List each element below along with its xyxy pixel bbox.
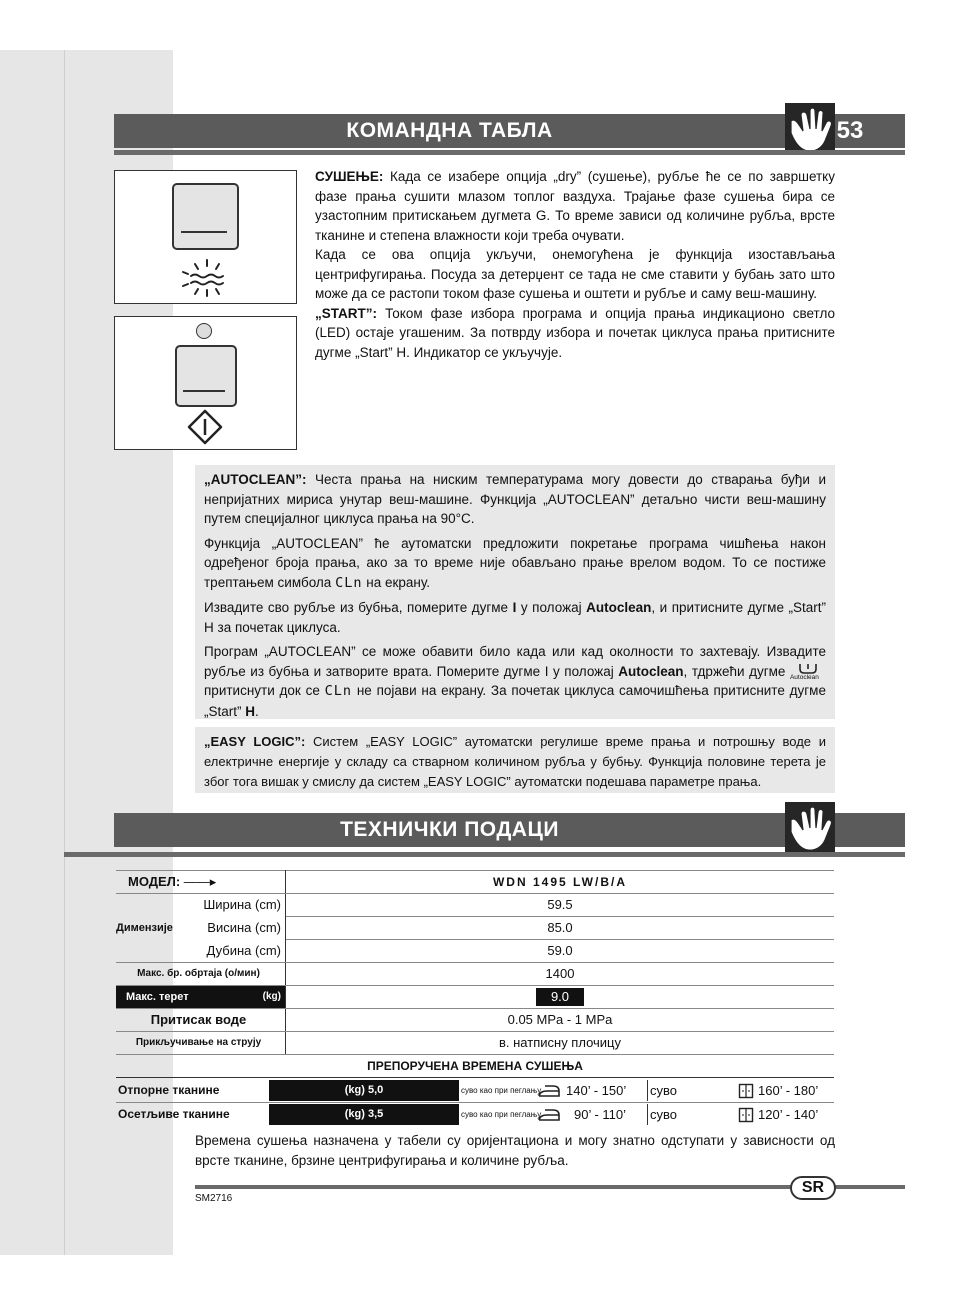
- fabric-label: Отпорне тканине: [118, 1083, 220, 1097]
- width-label: Ширина (cm): [116, 894, 286, 917]
- margin-divider: [64, 50, 65, 1255]
- autoclean-text-4c: притиснути док се: [204, 683, 320, 698]
- autoclean-text-2b: на екрану.: [366, 574, 430, 590]
- autoclean-heading: „AUTOCLEAN”:: [204, 472, 307, 487]
- table-row: [116, 1009, 834, 1032]
- dry-button-illustration: [114, 170, 297, 304]
- table-row: [116, 940, 834, 963]
- autoclean-button-icon: [790, 663, 826, 681]
- easylogic-heading: „EASY LOGIC”:: [204, 734, 306, 749]
- height-value: 85.0: [286, 917, 835, 940]
- led-indicator: [196, 323, 212, 339]
- power-value: в. натписну плочицу: [286, 1032, 835, 1055]
- rpm-value: 1400: [286, 963, 835, 986]
- page-number-box: [835, 114, 905, 148]
- iron-icon: [537, 1083, 561, 1099]
- table-row: [116, 1055, 834, 1078]
- section-rule-2: [64, 852, 905, 857]
- load-label: Макс. терет: [126, 991, 189, 1003]
- load-cell: (kg) 3,5: [269, 1104, 459, 1125]
- autoclean-text-1: Честа прања на ниским температурама могу довести до стварања буђи и непријатних мириса унутар веш-машине. Функција „AUTOCLEAN” детаљно чисти веш-машину путем специјалног циклуса прања на 90°C.: [204, 472, 826, 526]
- start-text: Током фазе избора програма и опција прања индикационо светло (LED) остаје угашеним. За потврду избора и почетак циклуса прања притисните дугме „Start” H. Индикатор се укључује.: [315, 305, 835, 360]
- table-row: МОДЕЛ: ——▸ WDN 1495 LW/B/A: [116, 871, 834, 894]
- easylogic-box: [195, 727, 835, 793]
- drying-heading: СУШЕЊЕ:: [315, 169, 384, 184]
- pressure-label: Притисак воде: [116, 1009, 286, 1032]
- width-value: 59.5: [286, 894, 835, 917]
- section-rule: [114, 150, 905, 155]
- start-heading: „START”:: [315, 305, 377, 321]
- iron-dry-time: 90’ - 110’: [574, 1107, 627, 1122]
- drying-section: [315, 167, 835, 367]
- row-divider: [116, 1102, 834, 1103]
- drying-note: Времена сушења назначена у табели су оријентациона и могу знатно одступати у зависности од врсте тканине, брзине центрифугирања и количине рубља.: [195, 1133, 835, 1168]
- autoclean-key-4: H: [245, 703, 256, 719]
- autoclean-text-2a: Функција „AUTOCLEAN” ће аутоматски предложити покретање програма чишћења након одређеног броја прања, ако за то време није обављано прање врелом водом. То се постиже трептањем симбола: [204, 535, 826, 590]
- autoclean-key-1: I: [512, 600, 517, 615]
- drying-times-header: ПРЕПОРУЧЕНА ВРЕМЕНА СУШЕЊА: [116, 1055, 834, 1078]
- dry-time: 160’ - 180’: [758, 1083, 819, 1098]
- iron-icon: [537, 1107, 561, 1123]
- drying-row-1: [116, 1080, 834, 1101]
- load-value: 9.0: [536, 988, 584, 1006]
- dimensions-label: Димензије: [116, 922, 173, 934]
- autoclean-text-3c: , и притисните дугме „Start” H за почетак циклуса.: [204, 600, 826, 635]
- autoclean-text-4d: не појави на екрану. За почетак циклуса самочишћења притисните дугме „Start”: [204, 683, 826, 719]
- button-line: [181, 231, 227, 233]
- table-row: [116, 917, 834, 940]
- start-icon: [187, 409, 223, 445]
- cell-divider: [647, 1104, 648, 1125]
- easylogic-text: Систем „EASY LOGIC” аутоматски регулише време прања и потрошњу воде и електричне енергије у складу са стварном количином рубља у бубњу. Функција половине терета је због тога вишак у смислу да систем „EASY LOGIC” аутоматски подешава параметре прања.: [204, 734, 826, 789]
- rpm-label: Макс. бр. обртаја (о/мин): [116, 963, 286, 986]
- spec-table: [116, 870, 834, 1124]
- drying-times: [116, 1078, 834, 1124]
- load-cell: (kg) 5,0: [269, 1080, 459, 1101]
- cupboard-icon: [738, 1107, 754, 1123]
- autoclean-display-symbol-2: CLn: [324, 683, 353, 699]
- cell-divider: [647, 1080, 648, 1101]
- drying-row-2: [116, 1104, 834, 1125]
- start-button-shape: [175, 345, 237, 407]
- section-band-end: [835, 813, 905, 847]
- table-row: [116, 894, 834, 917]
- fabric-label: Осетљиве тканине: [118, 1107, 230, 1121]
- depth-value: 59.0: [286, 940, 835, 963]
- footer-code: SM2716: [195, 1193, 233, 1204]
- drying-text-2: Када се ова опција укључи, онемогућена је функција изостављања центрифугирања. Посуда за детерџент се тада не сме ставити у бубањ зато што може да се растопи током фазе сушења и оштети и рубље и саму веш-машину.: [315, 247, 835, 301]
- autoclean-text-3a: Извадите сво рубље из бубња, померите дугме: [204, 600, 509, 615]
- autoclean-display-symbol: CLn: [335, 574, 363, 591]
- autoclean-key-3: Autoclean: [618, 663, 684, 679]
- dry-label: суво: [650, 1083, 677, 1098]
- model-label: МОДЕЛ:: [128, 874, 181, 889]
- autoclean-text-4b: , тдржећи дугме: [683, 663, 786, 679]
- autoclean-text-3b: у положај: [520, 600, 582, 615]
- section-title-control-panel: КОМАНДНА ТАБЛА: [114, 114, 785, 148]
- iron-dry-label: суво као при пеглању: [461, 1086, 542, 1095]
- section-title-technical-data: ТЕХНИЧКИ ПОДАЦИ: [114, 813, 785, 847]
- dry-icon: [177, 256, 237, 300]
- height-label: Висина (cm): [207, 920, 281, 935]
- depth-label: Дубина (cm): [116, 940, 286, 963]
- iron-dry-label: суво као при пеглању: [461, 1110, 542, 1119]
- model-value: WDN 1495 LW/B/A: [286, 871, 835, 894]
- hand-icon-2: [785, 802, 835, 853]
- dry-label: суво: [650, 1107, 677, 1122]
- button-line: [183, 390, 225, 392]
- autoclean-key-2: Autoclean: [586, 600, 652, 615]
- autoclean-icon-label: Autoclean: [789, 673, 819, 681]
- pressure-value: 0.05 MPa - 1 MPa: [286, 1009, 835, 1032]
- table-row: [116, 1032, 834, 1055]
- iron-dry-time: 140’ - 150’: [566, 1083, 627, 1098]
- power-label: Прикључивање на струју: [116, 1032, 286, 1055]
- hand-icon: [785, 103, 835, 154]
- language-badge: SR: [790, 1176, 836, 1200]
- drying-text-1: Када се изабере опција „dry” (сушење), рубље ће се по завршетку фазе прања сушити млазом топлог ваздуха. Трајање фазе сушења бира се узастопним притискањем дугмета G. То време зависи од количине рубља, врсте тканине и степена влажности који треба очувати.: [315, 169, 835, 243]
- autoclean-box: „AUTOCLEAN”: Честа прања на ниским температурама могу довести до стварања буђи и непријатних мириса унутар веш-машине. Функција „AUTOCLEAN” детаљно чисти веш-машину путем специјалног циклуса прања на 90°C. Функција „AUTOCLEAN” ће аутоматски предложити покретање програма чишћења након одређеног броја прања, ако за то време није обављано прање врелом водом. То се постиже трептањем симбола CLn на екрану. Извадите сво рубље из бубња, померите дугме I у положај Autoclean, и притисните дугме „Start” H за почетак циклуса. Програм „AUTOCLEAN” се може обавити било када или кад околности то захтевају. Извадите рубље из бубња и затворите врата. Померите дугме I у положај Autoclean, тдржећи дугме Autoclean притиснути док се CLn не појави на екрану. За почетак циклуса самочишћења притисните дугме „Start” H.: [195, 465, 835, 719]
- dry-time: 120’ - 140’: [758, 1107, 819, 1122]
- load-unit: (kg): [262, 991, 281, 1002]
- autoclean-text-4a: Програм „AUTOCLEAN” се може обавити било када или кад околности то захтевају. Извадите рубље из бубња и затворите врата. Померите дугме I у положај: [204, 644, 826, 679]
- table-row: [116, 986, 834, 1009]
- page-number: 53: [836, 117, 864, 144]
- dry-button-shape: [172, 183, 239, 250]
- start-button-illustration: [114, 316, 297, 450]
- cupboard-icon: [738, 1083, 754, 1099]
- table-row: [116, 963, 834, 986]
